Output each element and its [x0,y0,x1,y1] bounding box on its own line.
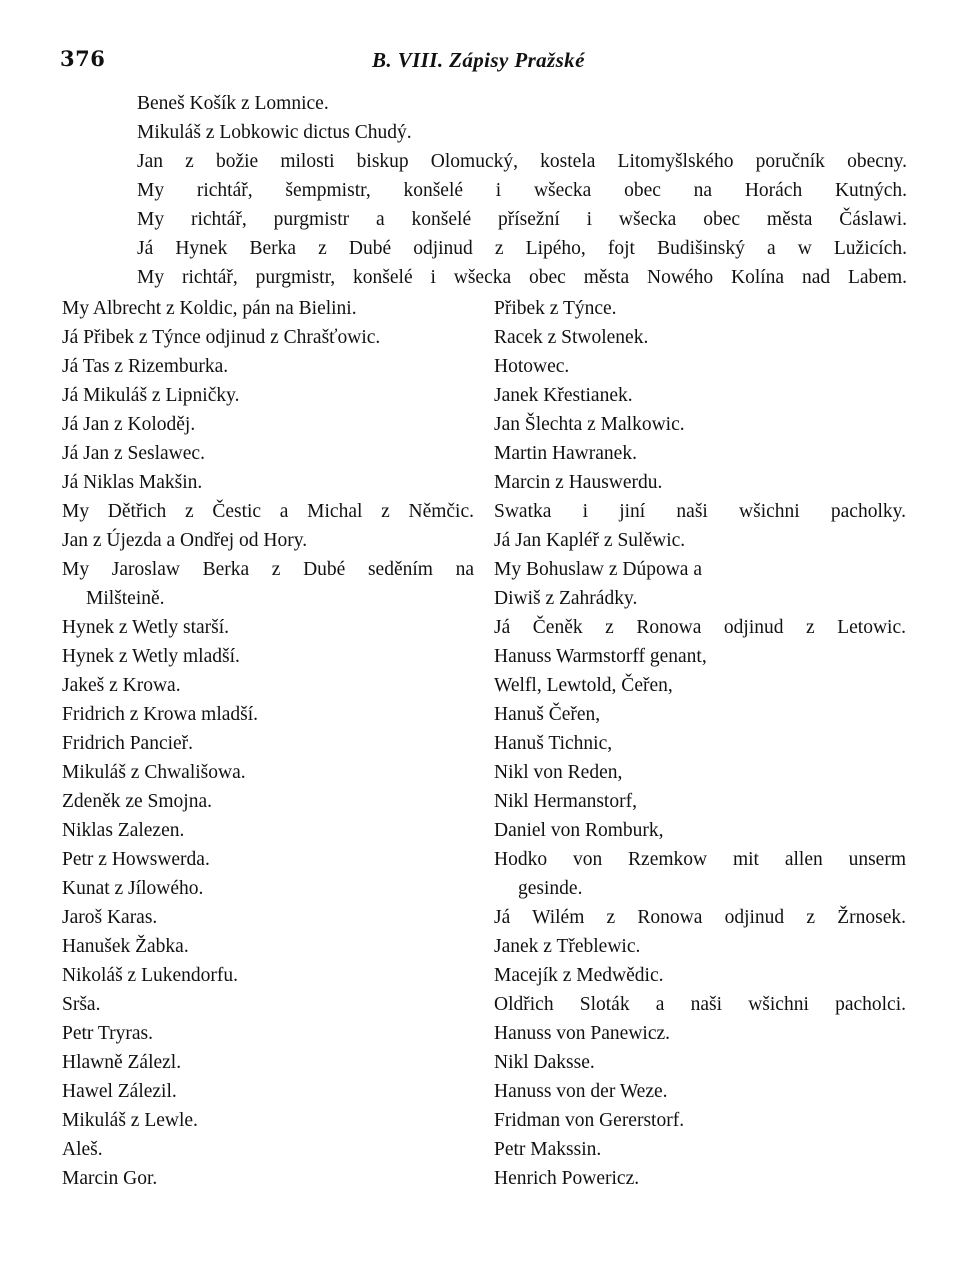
right-entry: Hanuss von der Weze. [494,1081,668,1102]
right-entry: Janek Křestianek. [494,385,633,406]
right-entry: Nikl von Reden, [494,762,623,783]
right-entry: Oldřich Sloták a naši wšichni pacholci. [494,994,906,1015]
intro-line: Mikuláš z Lobkowic dictus Chudý. [137,122,412,143]
right-entry: Petr Makssin. [494,1139,602,1160]
left-entry: Já Mikuláš z Lipničky. [62,385,240,406]
intro-line: Jan z božie milosti biskup Olomucký, kostela Litomyšlského poručník obecny. [137,151,907,172]
intro-line: Beneš Košík z Lomnice. [137,93,329,114]
right-entry: My Bohuslaw z Dúpowa a [494,559,702,580]
right-entry: Hanuss von Panewicz. [494,1023,671,1044]
left-entry: Jakeš z Krowa. [62,675,181,696]
left-entry: My Jaroslaw Berka z Dubé seděním na [62,559,474,580]
right-entry: Macejík z Medwědic. [494,965,664,986]
left-column [62,294,474,1193]
left-entry: Já Niklas Makšin. [62,472,203,493]
left-entry: Mikuláš z Chwališowa. [62,762,246,783]
intro-line: Já Hynek Berka z Dubé odjinud z Lipého, fojt Budišinský a w Lužicích. [137,238,907,259]
right-entry-continuation: gesinde. [518,878,583,899]
right-entry: Janek z Třeblewic. [494,936,641,957]
intro-lines [137,89,907,292]
left-entry: Hanušek Žabka. [62,936,189,957]
right-entry: Racek z Stwolenek. [494,327,649,348]
right-entry: Henrich Powericz. [494,1168,640,1189]
right-entry: Nikl Hermanstorf, [494,791,637,812]
right-entry: Welfl, Lewtold, Čeřen, [494,675,673,696]
right-column [494,294,906,1193]
left-entry: Niklas Zalezen. [62,820,185,841]
left-entry: Fridrich Pancieř. [62,733,194,754]
right-entry: Hanuš Čeřen, [494,704,601,725]
left-entry: My Albrecht z Koldic, pán na Bielini. [62,298,357,319]
left-entry: Mikuláš z Lewle. [62,1110,198,1131]
right-entry: Já Jan Kapléř z Sulěwic. [494,530,686,551]
left-entry: Nikoláš z Lukendorfu. [62,965,238,986]
left-entry: Já Jan z Koloděj. [62,414,196,435]
running-title: B. VIII. Zápisy Pražské [372,48,585,72]
right-entry: Přibek z Týnce. [494,298,617,319]
left-entry: Aleš. [62,1139,103,1160]
page-number: 376 [60,46,106,71]
right-entry: Hanuss Warmstorff genant, [494,646,707,667]
left-entry: Fridrich z Krowa mladší. [62,704,259,725]
left-entry: Kunat z Jílowého. [62,878,204,899]
left-entry-continuation: Milšteině. [86,588,165,609]
right-entry: Fridman von Gererstorf. [494,1110,685,1131]
right-entry: Hodko von Rzemkow mit allen unserm [494,849,906,870]
right-entry: Martin Hawranek. [494,443,637,464]
left-entry: Jaroš Karas. [62,907,158,928]
right-entry: Já Čeněk z Ronowa odjinud z Letowic. [494,617,906,638]
left-entry: Hynek z Wetly starší. [62,617,230,638]
right-entry: Daniel von Romburk, [494,820,664,841]
right-entry: Marcin z Hauswerdu. [494,472,663,493]
left-entry: Hynek z Wetly mladší. [62,646,240,667]
left-entry: Hlawně Zálezl. [62,1052,182,1073]
left-entry: Já Jan z Seslawec. [62,443,205,464]
left-entry: Já Přibek z Týnce odjinud z Chrašťowic. [62,327,381,348]
right-entry: Hanuš Tichnic, [494,733,613,754]
left-entry: Srša. [62,994,101,1015]
intro-line: My richtář, šempmistr, konšelé i wšecka obec na Horách Kutných. [137,180,907,201]
intro-line: My richtář, purgmistr a konšelé přísežní i wšecka obec města Čáslawi. [137,209,907,230]
right-entry: Nikl Daksse. [494,1052,595,1073]
left-entry: Marcin Gor. [62,1168,158,1189]
right-entry: Jan Šlechta z Malkowic. [494,414,685,435]
left-entry: My Dětřich z Čestic a Michal z Němčic. [62,501,474,522]
right-entry: Swatka i jiní naši wšichni pacholky. [494,501,906,522]
page-header [60,46,906,80]
left-entry: Zdeněk ze Smojna. [62,791,212,812]
right-entry: Já Wilém z Ronowa odjinud z Žrnosek. [494,907,906,928]
left-entry: Hawel Zálezil. [62,1081,177,1102]
left-entry: Jan z Újezda a Ondřej od Hory. [62,530,308,551]
left-entry: Já Tas z Rizemburka. [62,356,229,377]
intro-line: My richtář, purgmistr, konšelé i wšecka obec města Nowého Kolína nad Labem. [137,267,907,288]
left-entry: Petr z Howswerda. [62,849,210,870]
right-entry: Diwiš z Zahrádky. [494,588,638,609]
right-entry: Hotowec. [494,356,570,377]
left-entry: Petr Tryras. [62,1023,154,1044]
